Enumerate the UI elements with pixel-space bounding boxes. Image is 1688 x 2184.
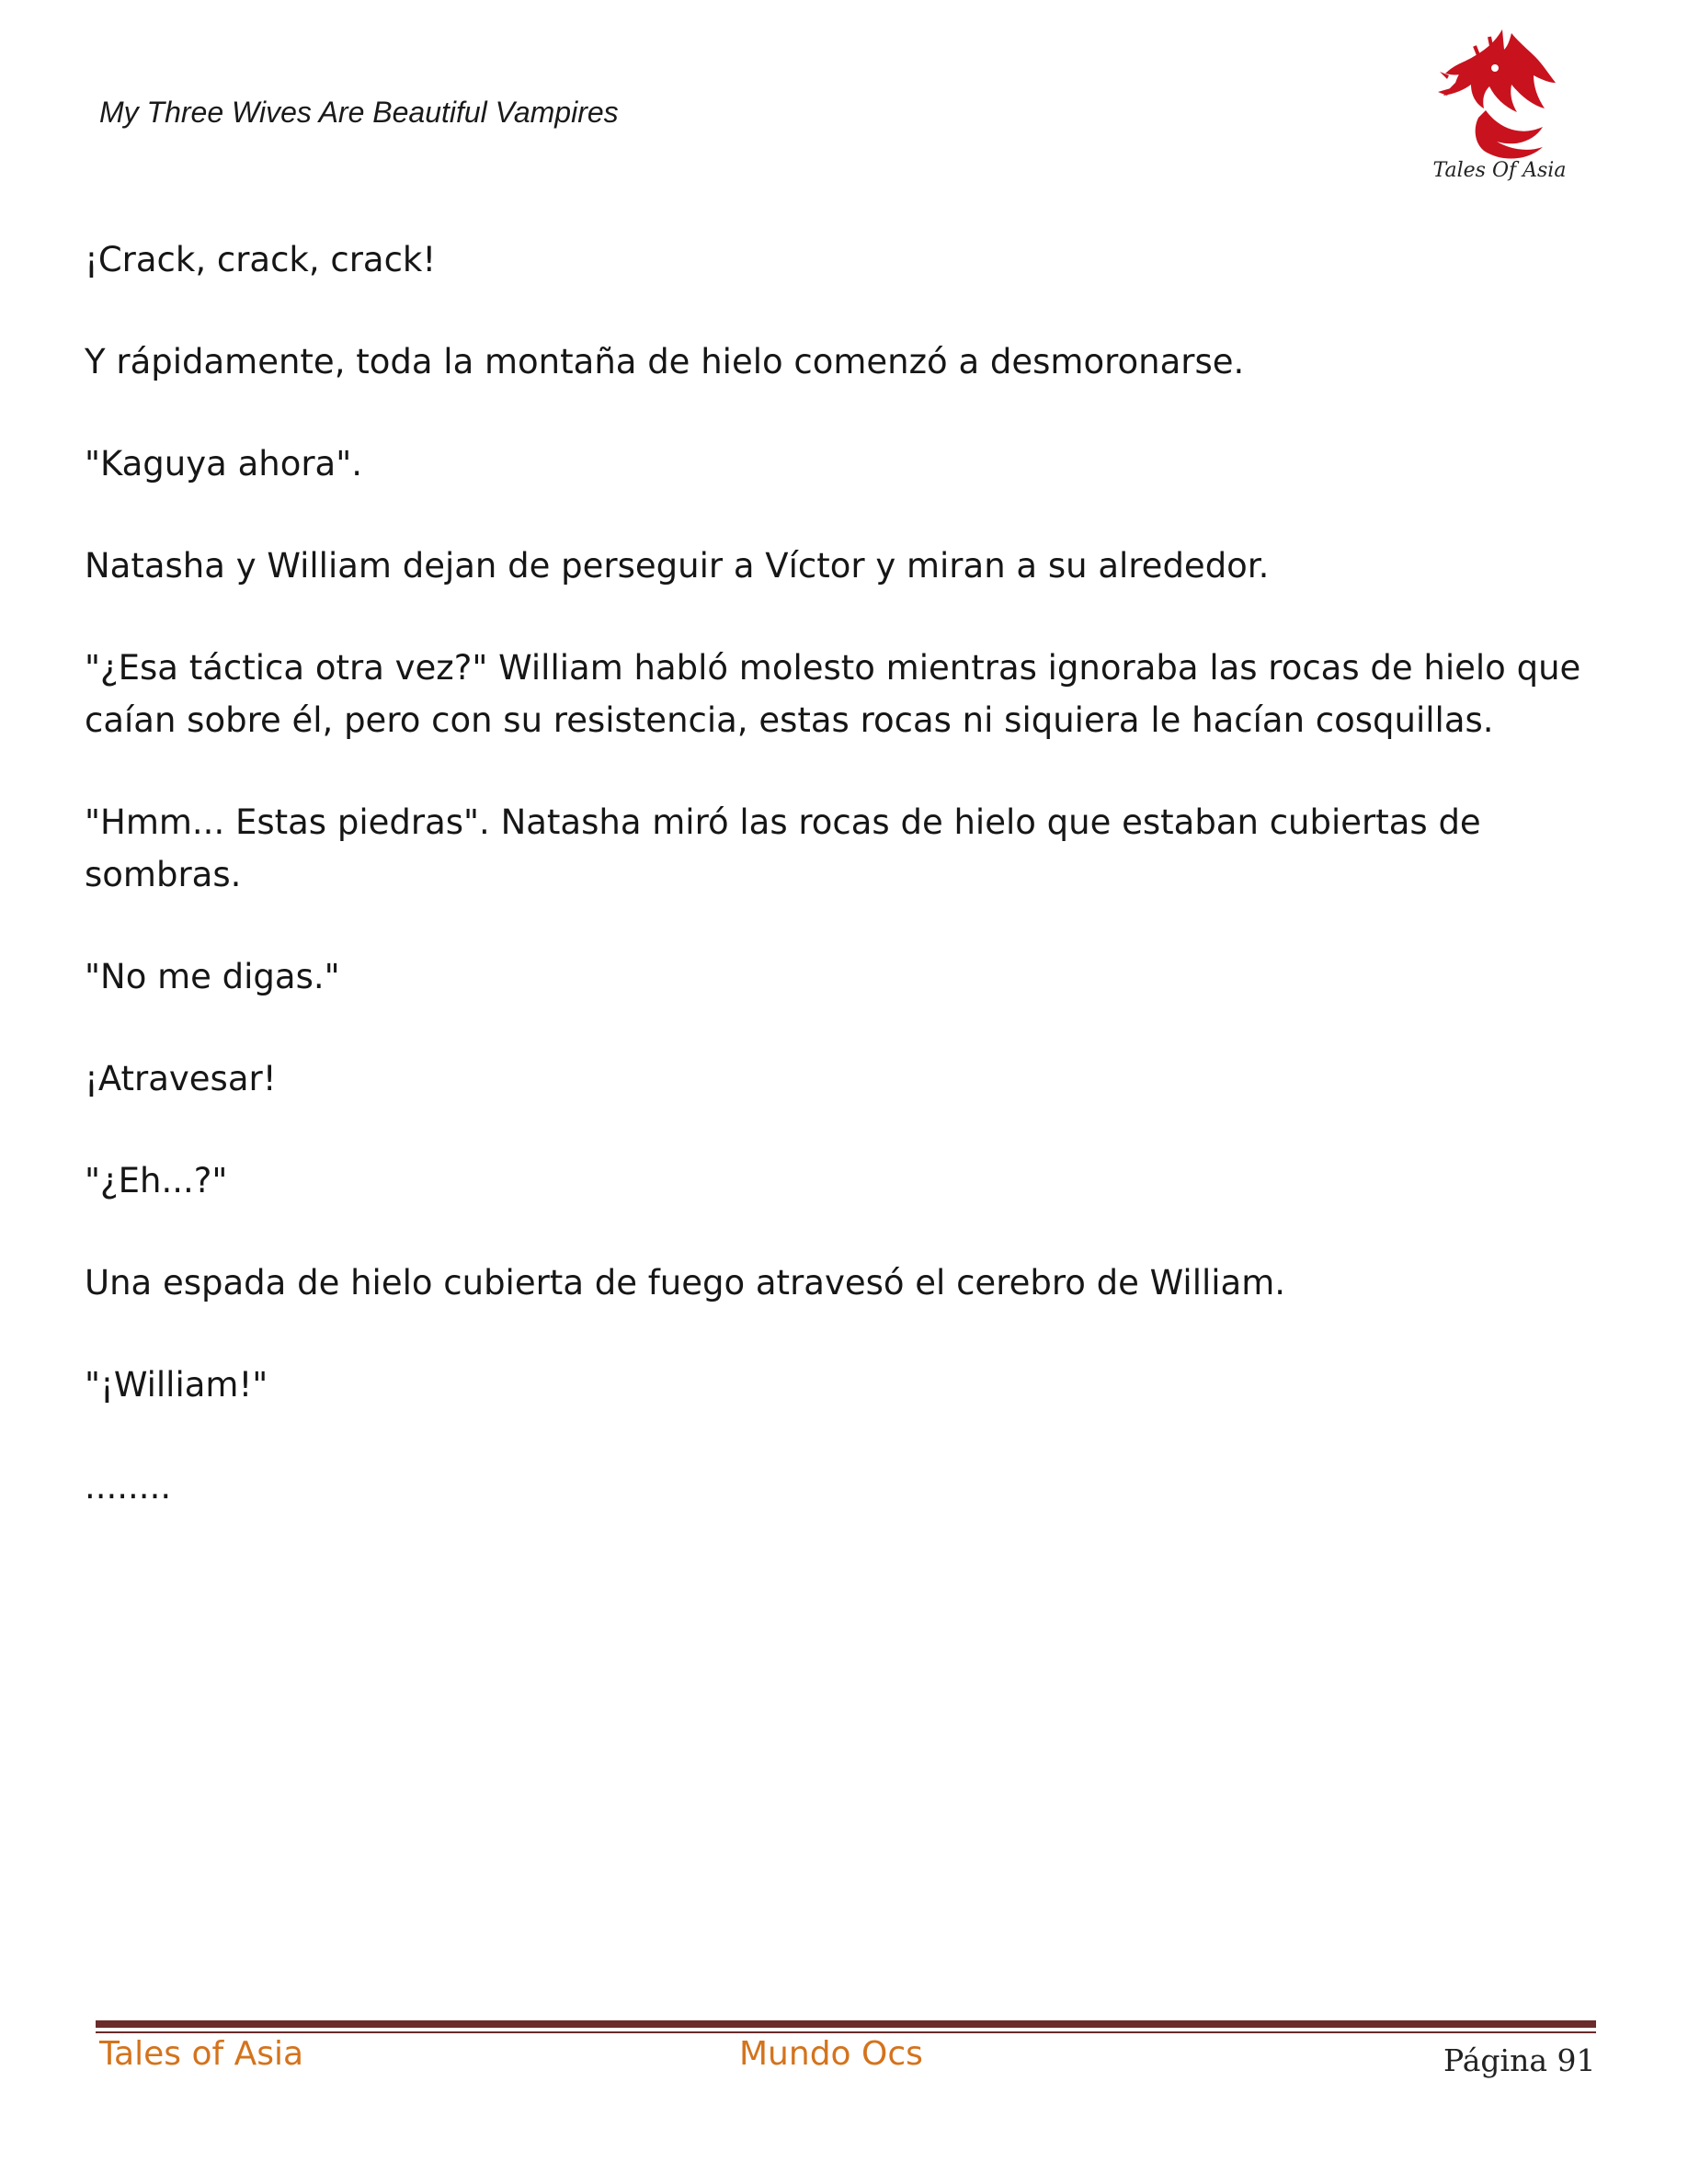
paragraph: Y rápidamente, toda la montaña de hielo comenzó a desmoronarse. — [85, 342, 1245, 381]
paragraph: "Kaguya ahora". — [85, 444, 362, 483]
footer-site-name: Tales of Asia — [99, 2035, 304, 2073]
paragraph: ¡Atravesar! — [85, 1059, 277, 1098]
paragraph: ¡Crack, crack, crack! — [85, 240, 437, 279]
tales-of-asia-logo — [1431, 18, 1568, 184]
paragraph: Natasha y William dejan de perseguir a Víctor y miran a su alrededor. — [85, 546, 1270, 586]
page-header-title: My Three Wives Are Beautiful Vampires — [99, 96, 619, 129]
page-number: Página 91 — [1443, 2042, 1596, 2078]
footer-divider — [96, 2020, 1596, 2033]
logo-wordmark: Tales Of Asia — [1432, 159, 1567, 182]
paragraph: "¿Esa táctica otra vez?" William habló molesto mientras ignoraba las rocas de hielo que caían sobre él, pero con su resistencia, estas rocas ni siquiera le hacían cosquillas. — [85, 648, 1581, 740]
paragraph: Una espada de hielo cubierta de fuego atravesó el cerebro de William. — [85, 1263, 1286, 1302]
paragraph: "¿Eh...?" — [85, 1161, 228, 1200]
paragraph: "No me digas." — [85, 957, 340, 996]
paragraph: "Hmm... Estas piedras". Natasha miró las rocas de hielo que estaban cubiertas de sombras. — [85, 802, 1481, 894]
dragon-logo-icon — [1431, 18, 1568, 184]
footer-translator: Mundo Ocs — [739, 2035, 923, 2073]
paragraph: "¡William!" — [85, 1365, 268, 1405]
chapter-body — [85, 233, 1603, 1563]
paragraph: ........ — [85, 1467, 172, 1507]
